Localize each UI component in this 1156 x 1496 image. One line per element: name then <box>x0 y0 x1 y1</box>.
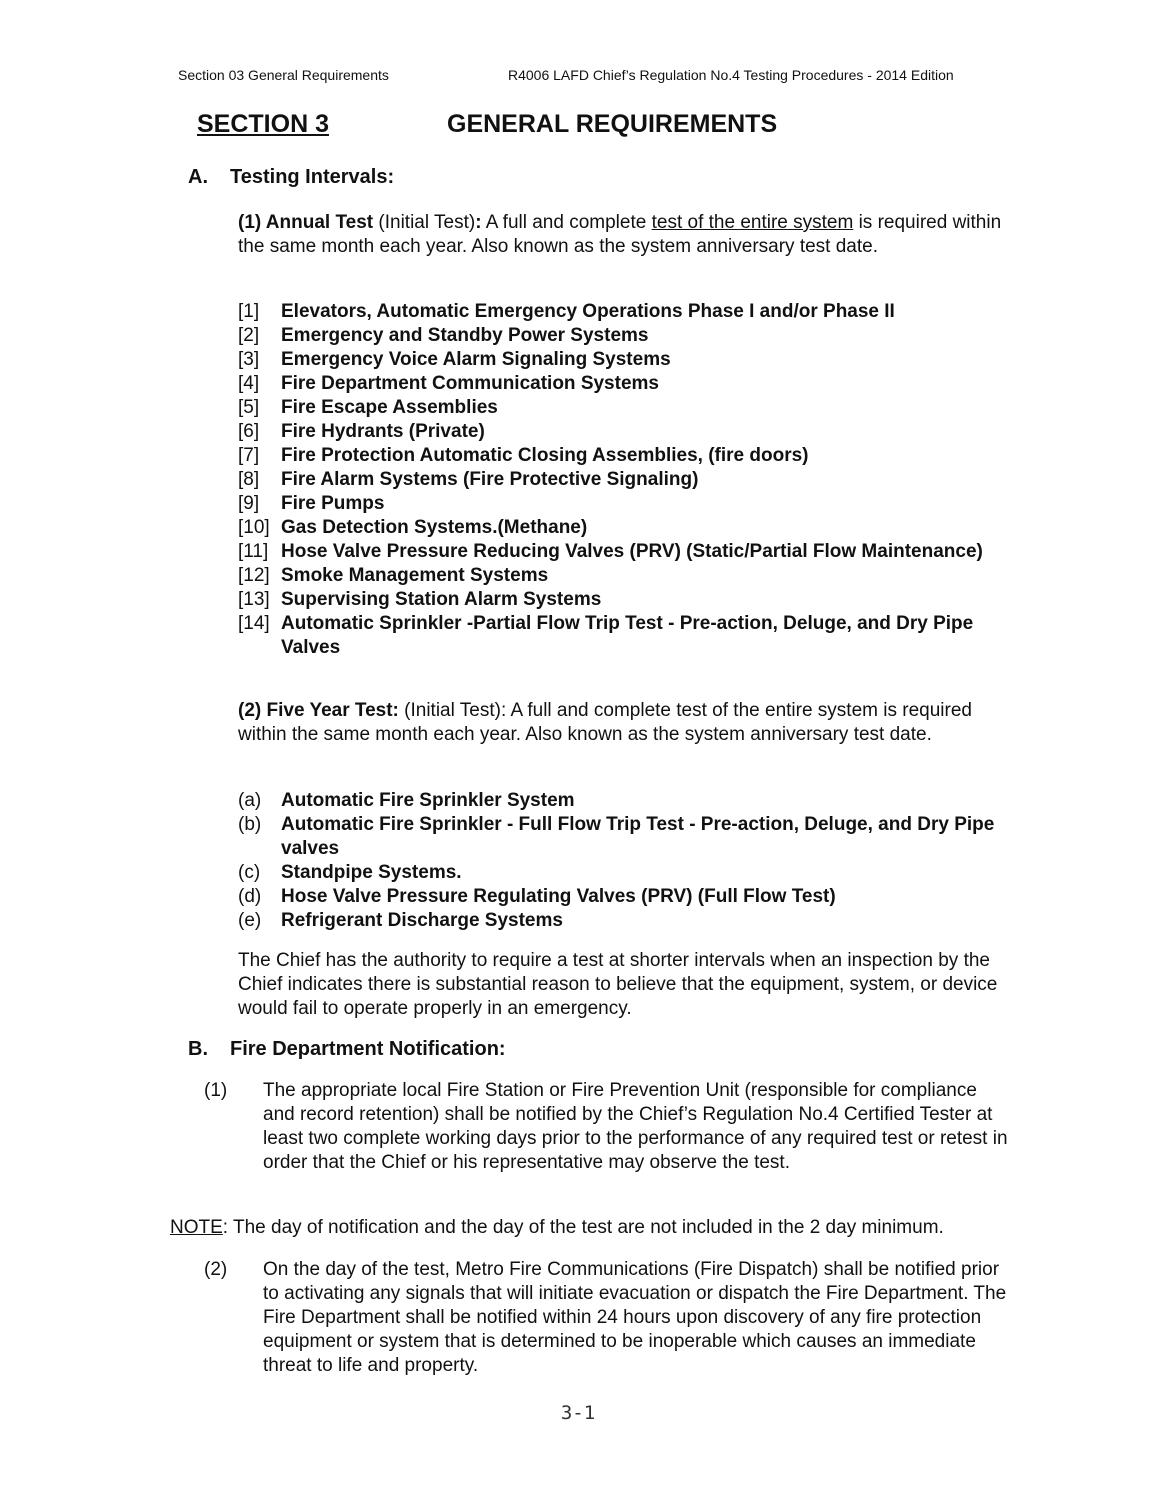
list-item <box>238 468 1028 492</box>
list-item-marker: [11] <box>238 541 269 562</box>
list-item <box>238 540 1028 564</box>
list-item-text: Fire Pumps <box>281 493 385 514</box>
list-item-marker: [8] <box>238 469 260 490</box>
list-item <box>238 612 1028 660</box>
list-item-marker: [4] <box>238 373 260 394</box>
list-item-marker: [12] <box>238 565 270 586</box>
list-item-marker: [1] <box>238 301 260 322</box>
annual-test-underlined: test of the entire system <box>651 212 854 233</box>
list-item-text: Automatic Fire Sprinkler - Full Flow Trip Test - Pre-action, Deluge, and Dry Pipe valves <box>281 814 995 859</box>
list-item <box>238 564 1028 588</box>
part-b-title: Fire Department Notification: <box>230 1038 506 1060</box>
annual-test-text1: A full and complete <box>481 212 652 233</box>
list-item-text: Smoke Management Systems <box>281 565 549 586</box>
notification-item-1-text: The appropriate local Fire Station or Fire Prevention Unit (responsible for compliance and record retention) shall be notified by the Chief’s Regulation No.4 Certified Tester at least two complete working days prior to the performance of any required test or retest in order that the Chief or his representative may observe the test. <box>263 1080 1008 1173</box>
list-item <box>238 372 1028 396</box>
list-item-text: Standpipe Systems. <box>281 862 462 883</box>
list-item <box>238 909 1028 933</box>
list-item-marker: [14] <box>238 613 270 634</box>
note-text: : The day of notification and the day of the test are not included in the 2 day minimum. <box>222 1217 944 1238</box>
list-item-text: Automatic Sprinkler -Partial Flow Trip Test - Pre-action, Deluge, and Dry Pipe Valves <box>281 613 974 658</box>
annual-test-paragraph <box>238 211 1018 259</box>
list-item-marker: [6] <box>238 421 260 442</box>
list-item-marker: [7] <box>238 445 260 466</box>
list-item-marker: (e) <box>238 910 262 931</box>
list-item-text: Gas Detection Systems.(Methane) <box>281 517 588 538</box>
annual-test-text2: is required within the same month each year. Also known as the system anniversary test date. <box>238 212 1002 257</box>
annual-test-list <box>238 300 1028 660</box>
list-item <box>238 324 1028 348</box>
list-item <box>238 420 1028 444</box>
list-item-marker: [2] <box>238 325 260 346</box>
list-item-text: Fire Alarm Systems (Fire Protective Signaling) <box>281 469 699 490</box>
note-label: NOTE <box>170 1217 223 1238</box>
list-item-text: Emergency Voice Alarm Signaling Systems <box>281 349 671 370</box>
list-item-text: Hose Valve Pressure Reducing Valves (PRV) (Static/Partial Flow Maintenance) <box>281 541 983 562</box>
part-a-title: Testing Intervals: <box>230 166 395 188</box>
annual-test-label: (1) Annual Test <box>238 212 374 233</box>
list-item-marker: [13] <box>238 589 270 610</box>
section-heading: GENERAL REQUIREMENTS <box>447 110 778 138</box>
list-item <box>238 588 1028 612</box>
notification-item-2-marker: (2) <box>204 1259 228 1280</box>
list-item-text: Refrigerant Discharge Systems <box>281 910 563 931</box>
annual-test-initial: (Initial Test) <box>373 212 476 233</box>
list-item <box>238 813 1028 861</box>
five-year-test-text: (Initial Test): A full and complete test of the entire system is required within the same month each year. Also known as the system anniversary test date. <box>238 700 972 745</box>
list-item <box>238 885 1028 909</box>
list-item-text: Elevators, Automatic Emergency Operations Phase I and/or Phase II <box>281 301 895 322</box>
list-item-text: Automatic Fire Sprinkler System <box>281 790 575 811</box>
list-item <box>238 861 1028 885</box>
list-item <box>238 300 1028 324</box>
page-number: 3-1 <box>560 1402 596 1424</box>
list-item-marker: (a) <box>238 790 262 811</box>
running-header-left: Section 03 General Requirements <box>178 67 389 83</box>
five-year-test-list <box>238 789 1028 933</box>
five-year-test-paragraph <box>238 699 1018 747</box>
five-year-test-label: (2) Five Year Test: <box>238 700 399 721</box>
list-item-text: Hose Valve Pressure Regulating Valves (PRV) (Full Flow Test) <box>281 886 836 907</box>
list-item-text: Fire Escape Assemblies <box>281 397 498 418</box>
list-item-text: Supervising Station Alarm Systems <box>281 589 602 610</box>
list-item-marker: [5] <box>238 397 260 418</box>
part-b-letter: B. <box>188 1038 208 1060</box>
part-a-letter: A. <box>188 166 208 188</box>
note-line <box>170 1216 944 1240</box>
list-item-text: Fire Protection Automatic Closing Assemblies, (fire doors) <box>281 445 809 466</box>
list-item-marker: (c) <box>238 862 261 883</box>
list-item-marker: [3] <box>238 349 260 370</box>
authority-paragraph: The Chief has the authority to require a test at shorter intervals when an inspection by the Chief indicates there is substantial reason to believe that the equipment, system, or device would fail to operate properly in an emergency. <box>238 950 998 1019</box>
list-item <box>238 396 1028 420</box>
annual-test-colon: : <box>475 212 482 233</box>
section-number: SECTION 3 <box>197 110 329 138</box>
list-item <box>238 348 1028 372</box>
list-item-marker: (d) <box>238 886 262 907</box>
list-item-marker: [10] <box>238 517 270 538</box>
list-item-text: Fire Hydrants (Private) <box>281 421 485 442</box>
list-item-text: Fire Department Communication Systems <box>281 373 659 394</box>
list-item <box>238 516 1028 540</box>
list-item <box>238 444 1028 468</box>
list-item-marker: (b) <box>238 814 262 835</box>
notification-item-1-marker: (1) <box>204 1080 228 1101</box>
notification-item-2-text: On the day of the test, Metro Fire Communications (Fire Dispatch) shall be notified prior to activating any signals that will initiate evacuation or dispatch the Fire Department. The Fire Department shall be notified within 24 hours upon discovery of any fire protection equipment or system that is determined to be inoperable which causes an immediate threat to life and property. <box>263 1259 1007 1376</box>
list-item-text: Emergency and Standby Power Systems <box>281 325 649 346</box>
list-item <box>238 492 1028 516</box>
list-item <box>238 789 1028 813</box>
list-item-marker: [9] <box>238 493 260 514</box>
running-header-right: R4006 LAFD Chief’s Regulation No.4 Testing Procedures - 2014 Edition <box>508 67 954 83</box>
